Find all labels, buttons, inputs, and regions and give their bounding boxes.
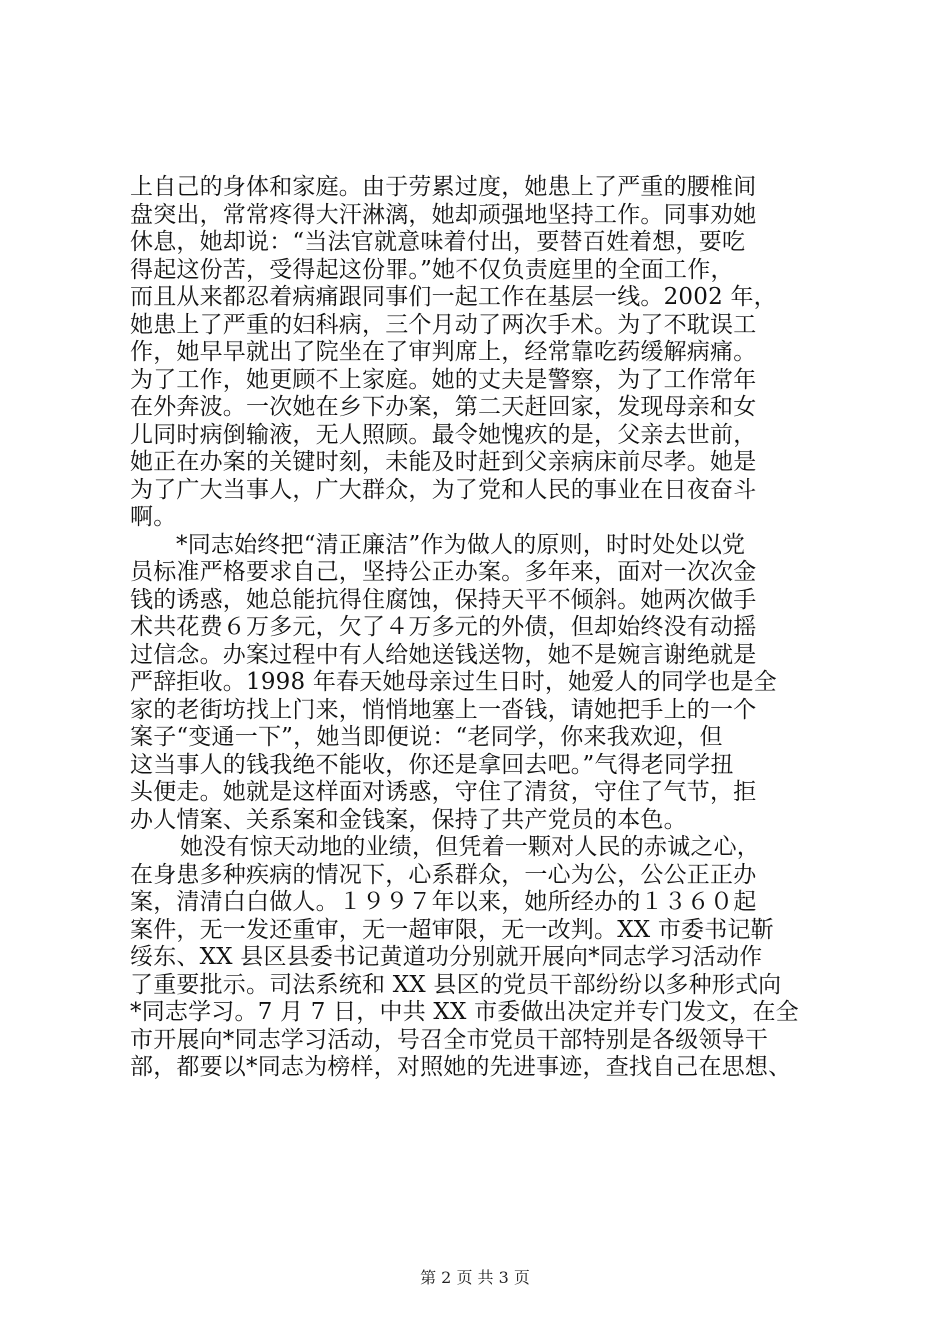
text-line: 盘突出，常常疼得大汗淋漓，她却顽强地坚持工作。同事劝她 [130, 201, 757, 228]
page-footer [0, 1268, 950, 1288]
text-line: 市开展向*同志学习活动，号召全市党员干部特别是各级领导干 [130, 1026, 769, 1053]
text-line: 家的老街坊找上门来，悄悄地塞上一沓钱，请她把手上的一个 [130, 696, 757, 723]
text-line: 在身患多种疾病的情况下，心系群众，一心为公，公公正正办 [130, 861, 757, 888]
text-line: 为了广大当事人，广大群众，为了党和人民的事业在日夜奋斗 [130, 476, 757, 503]
text-line: 为了工作，她更顾不上家庭。她的丈夫是警察，为了工作常年 [130, 366, 757, 393]
text-line: 过信念。办案过程中有人给她送钱送物，她不是婉言谢绝就是 [130, 641, 757, 668]
text-line: 儿同时病倒输液，无人照顾。最令她愧疚的是，父亲去世前， [130, 421, 757, 448]
text-line: 术共花费６万多元，欠了４万多元的外债，但却始终没有动摇 [130, 614, 757, 640]
text-line: 案，清清白白做人。１９９７年以来，她所经办的１３６０起 [130, 889, 757, 915]
text-line: 得起这份苦，受得起这份罪。”她不仅负责庭里的全面工作， [130, 256, 734, 283]
text-line: 她患上了严重的妇科病，三个月动了两次手术。为了不耽误工 [130, 311, 757, 338]
text-line: 严辞拒收。1998 年春天她母亲过生日时，她爱人的同学也是全 [130, 669, 777, 695]
paragraph-3 [130, 834, 835, 1082]
text-line: 绥东、XX 县区县委书记黄道功分别就开展向*同志学习活动作 [130, 944, 763, 970]
text-line: 钱的诱惑，她总能抗得住腐蚀，保持天平不倾斜。她两次做手 [130, 586, 757, 613]
text-line: 她正在办案的关键时刻，未能及时赶到父亲病床前尽孝。她是 [130, 449, 757, 475]
body-text [130, 174, 835, 1082]
text-line: 作，她早早就出了院坐在了审判席上，经常靠吃药缓解病痛。 [130, 339, 757, 365]
text-line: 啊。 [130, 504, 177, 530]
text-line: 休息，她却说：“当法官就意味着付出，要替百姓着想，要吃 [130, 229, 746, 255]
text-line: 她没有惊天动地的业绩，但凭着一颗对人民的赤诚之心， [180, 834, 760, 860]
page-number-label: 第 2 页 共 3 页 [420, 1268, 530, 1287]
text-line: 案子“变通一下”，她当即便说：“老同学，你来我欢迎，但 [130, 724, 723, 750]
text-line: 头便走。她就是这样面对诱惑，守住了清贫，守住了气节，拒 [130, 779, 757, 805]
text-line: 案件，无一发还重审，无一超审限，无一改判。XX 市委书记靳 [130, 916, 774, 943]
text-line: 上自己的身体和家庭。由于劳累过度，她患上了严重的腰椎间 [130, 174, 757, 200]
text-line: 这当事人的钱我绝不能收，你还是拿回去吧。”气得老同学扭 [130, 751, 734, 778]
text-line: 办人情案、关系案和金钱案，保持了共产党员的本色。 [130, 806, 687, 833]
text-line: 员标准严格要求自己，坚持公正办案。多年来，面对一次次金 [130, 559, 757, 585]
paragraph-2 [130, 532, 835, 835]
paragraph-1 [130, 174, 835, 532]
text-line: *同志学习。7 月 7 日，中共 XX 市委做出决定并专门发文，在全 [130, 999, 799, 1025]
text-line: 而且从来都忍着病痛跟同事们一起工作在基层一线。2002 年， [130, 284, 777, 310]
text-line: *同志始终把“清正廉洁”作为做人的原则，时时处处以党 [176, 531, 746, 558]
text-line: 部，都要以*同志为榜样，对照她的先进事迹，查找自己在思想、 [130, 1054, 792, 1080]
text-line: 在外奔波。一次她在乡下办案，第二天赶回家，发现母亲和女 [130, 394, 757, 420]
text-line: 了重要批示。司法系统和 XX 县区的党员干部纷纷以多种形式向 [130, 971, 782, 998]
